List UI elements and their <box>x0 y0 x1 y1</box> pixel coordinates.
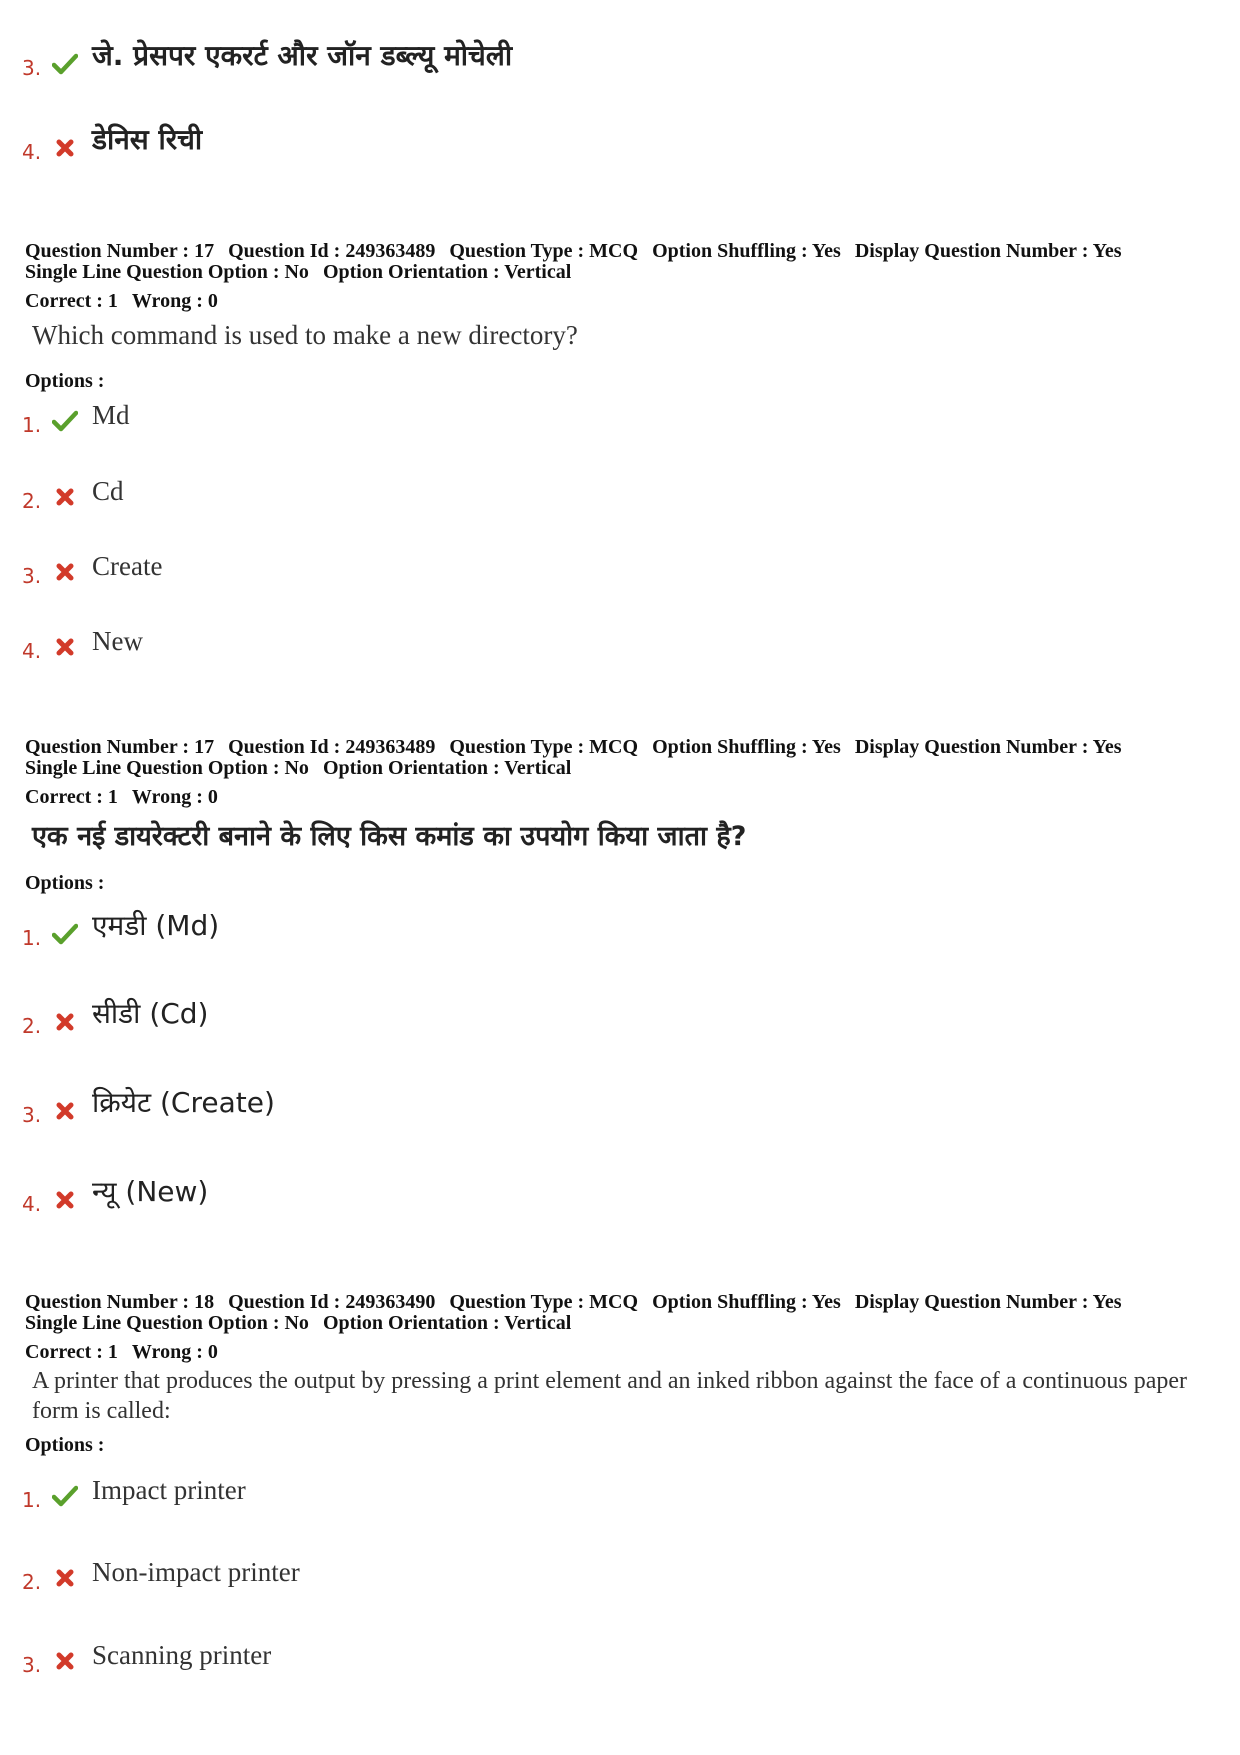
option-number: 1. <box>22 413 42 437</box>
question-meta-line2 <box>25 1312 585 1334</box>
option-number: 3. <box>22 1653 42 1677</box>
marks-line <box>25 290 232 312</box>
option-number: 1. <box>22 926 42 950</box>
marks-line <box>25 1341 232 1363</box>
option-number: 2. <box>22 1014 42 1038</box>
question-id: Question Id : 249363490 <box>228 1291 436 1313</box>
option-text: New <box>92 626 143 656</box>
single-line-option: Single Line Question Option : No <box>25 1312 309 1334</box>
wrong-marks: Wrong : 0 <box>131 290 218 312</box>
display-question-number: Display Question Number : Yes <box>854 240 1122 262</box>
options-label: Options : <box>25 370 105 392</box>
option-shuffling: Option Shuffling : Yes <box>652 736 841 758</box>
question-type: Question Type : MCQ <box>449 1291 639 1313</box>
option-number: 3. <box>22 564 42 588</box>
option-text: जे. प्रेसपर एकरर्ट और जॉन डब्ल्यू मोचेली <box>92 39 513 72</box>
correct-marks: Correct : 1 <box>25 290 118 312</box>
option-text: Impact printer <box>92 1475 246 1505</box>
option-text: सीडी (Cd) <box>92 997 209 1030</box>
option-number: 3. <box>22 1103 42 1127</box>
question-id: Question Id : 249363489 <box>228 240 436 262</box>
single-line-option: Single Line Question Option : No <box>25 261 309 283</box>
options-label: Options : <box>25 1434 105 1456</box>
option-orientation: Option Orientation : Vertical <box>322 261 572 283</box>
question-meta-line1 <box>25 736 1136 758</box>
option-text: Create <box>92 551 163 581</box>
correct-marks: Correct : 1 <box>25 786 118 808</box>
question-meta-line1 <box>25 1291 1136 1313</box>
option-text: Cd <box>92 476 124 506</box>
question-text: Which command is used to make a new directory? <box>32 320 578 350</box>
option-shuffling: Option Shuffling : Yes <box>652 240 841 262</box>
question-text: एक नई डायरेक्टरी बनाने के लिए किस कमांड का उपयोग किया जाता है? <box>32 821 747 852</box>
question-meta-line2 <box>25 757 585 779</box>
option-text: न्यू (New) <box>92 1175 209 1208</box>
cross-icon <box>52 1188 78 1212</box>
option-number: 2. <box>22 1570 42 1594</box>
check-icon <box>52 922 78 946</box>
option-number: 2. <box>22 489 42 513</box>
option-number: 3. <box>22 56 42 80</box>
option-orientation: Option Orientation : Vertical <box>322 757 572 779</box>
single-line-option: Single Line Question Option : No <box>25 757 309 779</box>
option-number: 4. <box>22 140 42 164</box>
option-text: डेनिस रिची <box>92 123 203 156</box>
cross-icon <box>52 485 78 509</box>
cross-icon <box>52 635 78 659</box>
option-text: एमडी (Md) <box>92 909 220 942</box>
display-question-number: Display Question Number : Yes <box>854 736 1122 758</box>
cross-icon <box>52 560 78 584</box>
option-number: 4. <box>22 1192 42 1216</box>
cross-icon <box>52 1010 78 1034</box>
option-shuffling: Option Shuffling : Yes <box>652 1291 841 1313</box>
question-text: A printer that produces the output by pressing a print element and an inked ribbon against the face of a continuous paper form is called: <box>32 1368 1187 1424</box>
check-icon <box>52 52 78 76</box>
option-text: Non-impact printer <box>92 1557 300 1587</box>
option-number: 4. <box>22 639 42 663</box>
options-label: Options : <box>25 872 105 894</box>
question-meta-line1 <box>25 240 1136 262</box>
option-text: Scanning printer <box>92 1640 272 1670</box>
cross-icon <box>52 136 78 160</box>
display-question-number: Display Question Number : Yes <box>854 1291 1122 1313</box>
option-orientation: Option Orientation : Vertical <box>322 1312 572 1334</box>
question-type: Question Type : MCQ <box>449 240 639 262</box>
question-number: Question Number : 17 <box>25 736 215 758</box>
cross-icon <box>52 1566 78 1590</box>
option-number: 1. <box>22 1488 42 1512</box>
question-number: Question Number : 18 <box>25 1291 215 1313</box>
option-text: क्रियेट (Create) <box>92 1086 275 1119</box>
wrong-marks: Wrong : 0 <box>131 1341 218 1363</box>
cross-icon <box>52 1099 78 1123</box>
question-type: Question Type : MCQ <box>449 736 639 758</box>
marks-line <box>25 786 232 808</box>
check-icon <box>52 1484 78 1508</box>
cross-icon <box>52 1649 78 1673</box>
question-id: Question Id : 249363489 <box>228 736 436 758</box>
correct-marks: Correct : 1 <box>25 1341 118 1363</box>
check-icon <box>52 409 78 433</box>
option-text: Md <box>92 400 130 430</box>
wrong-marks: Wrong : 0 <box>131 786 218 808</box>
question-meta-line2 <box>25 261 585 283</box>
question-number: Question Number : 17 <box>25 240 215 262</box>
